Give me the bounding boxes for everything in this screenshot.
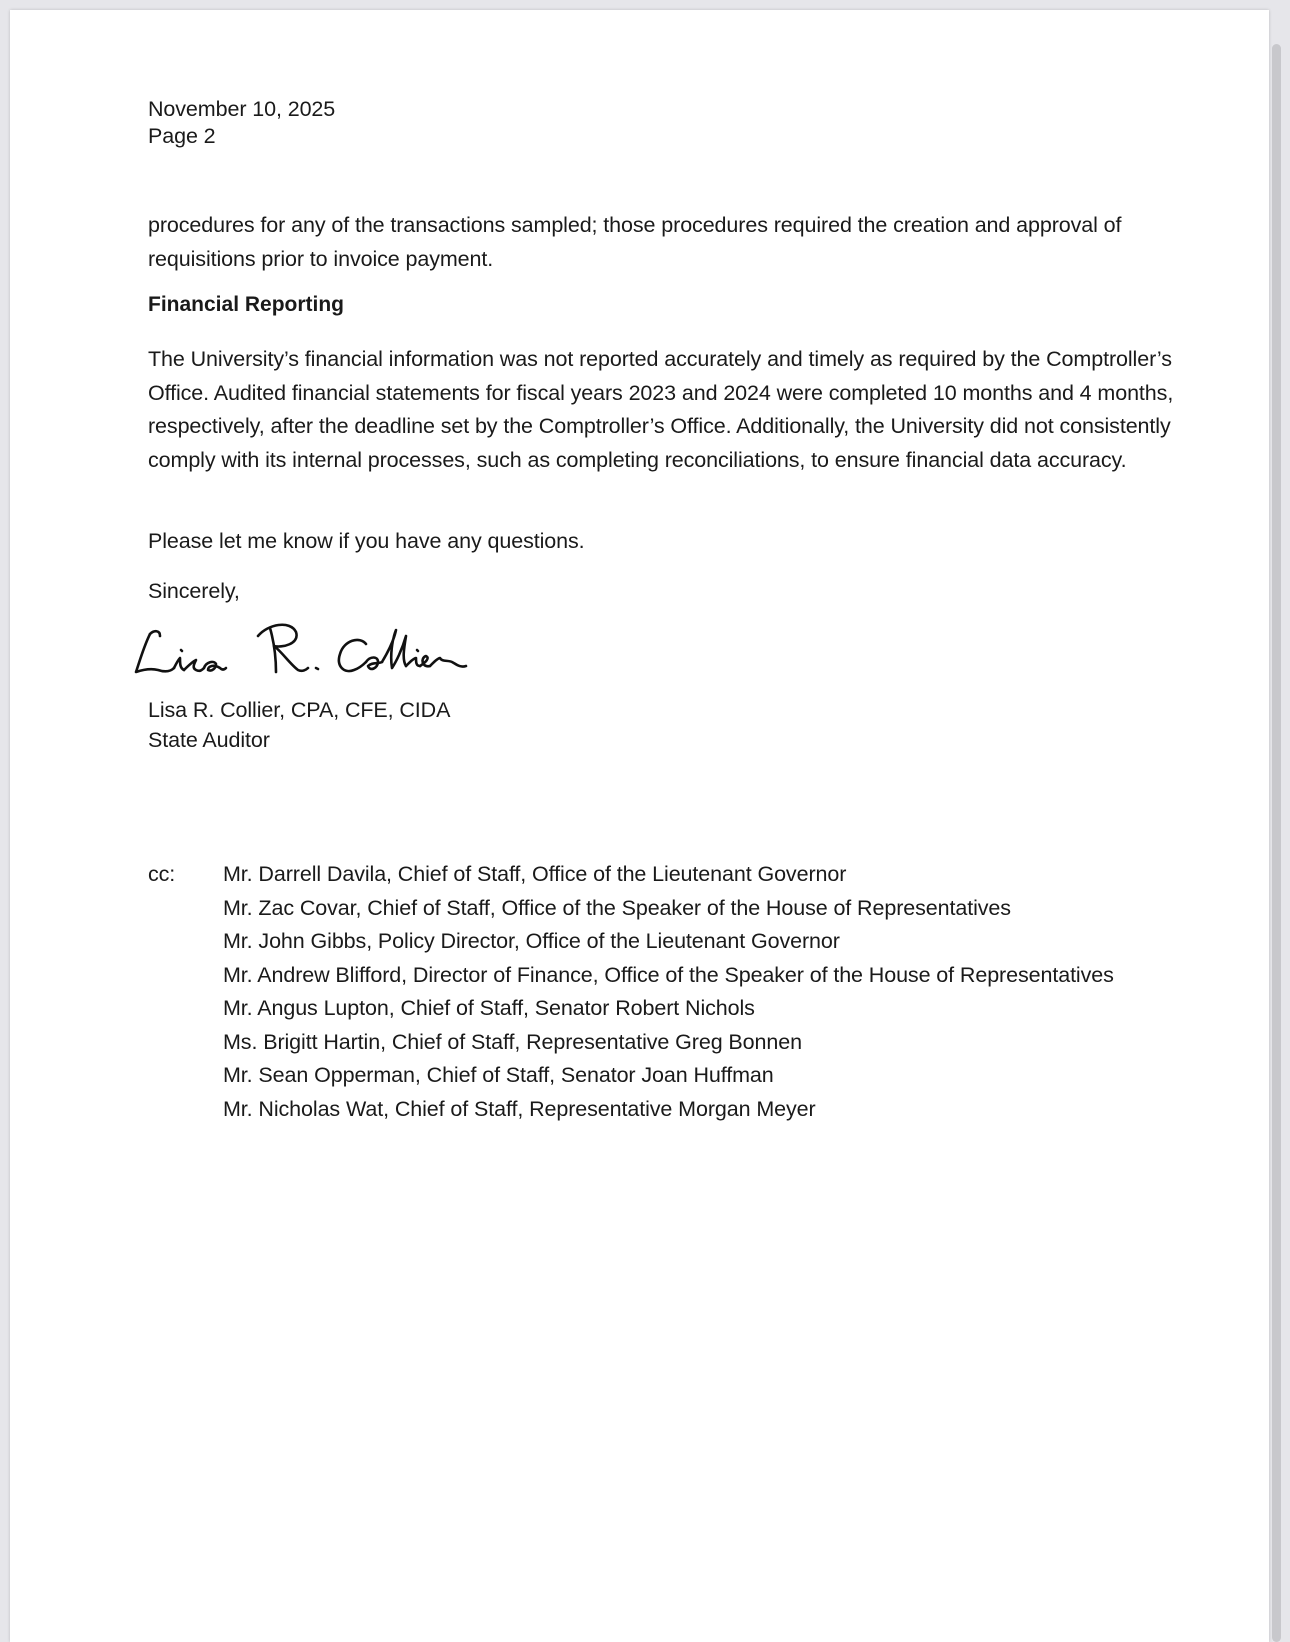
handwritten-signature — [130, 606, 490, 686]
cc-recipient: Mr. Zac Covar, Chief of Staff, Office of the Speaker of the House of Representatives — [223, 895, 1011, 920]
paragraph-continued: procedures for any of the transactions sampled; those procedures required the creation and approval of requisitions prior to invoice payment. — [148, 213, 1122, 271]
letter-date: November 10, 2025 — [148, 97, 336, 121]
cc-label: cc: — [148, 862, 176, 886]
vertical-scrollbar[interactable] — [1272, 44, 1281, 1642]
cc-recipient: Mr. John Gibbs, Policy Director, Office of the Lieutenant Governor — [223, 929, 840, 953]
cc-recipient: Mr. Nicholas Wat, Chief of Staff, Representative Morgan Meyer — [223, 1096, 816, 1121]
cc-recipient: Mr. Darrell Davila, Chief of Staff, Office of the Lieutenant Governor — [223, 862, 847, 886]
sign-off: Sincerely, — [148, 579, 240, 603]
cc-recipient: Ms. Brigitt Hartin, Chief of Staff, Representative Greg Bonnen — [223, 1029, 802, 1054]
cc-recipient: Mr. Sean Opperman, Chief of Staff, Senator Joan Huffman — [223, 1063, 774, 1087]
signatory-name: Lisa R. Collier, CPA, CFE, CIDA — [148, 698, 451, 722]
section-heading: Financial Reporting — [148, 293, 345, 316]
closing-request: Please let me know if you have any questions. — [148, 529, 585, 553]
page-number: Page 2 — [148, 124, 216, 148]
cc-recipient: Mr. Angus Lupton, Chief of Staff, Senator Robert Nichols — [223, 996, 755, 1020]
cc-recipient: Mr. Andrew Blifford, Director of Finance, Office of the Speaker of the House of Representatives — [223, 962, 1114, 987]
paragraph-financial-reporting: The University’s financial information was not reported accurately and timely as required by the Comptroller’s Office. Audited financial statements for fiscal years 2023 and 2024 were completed 10 months and 4 months, respectively, after the deadline set by the Comptroller’s Office. Additionally, the University did not consistently comply with its internal processes, such as completing reconciliations, to ensure financial data accuracy. — [148, 347, 1174, 472]
signatory-title: State Auditor — [148, 728, 270, 752]
cc-recipient-list — [223, 858, 1114, 1126]
